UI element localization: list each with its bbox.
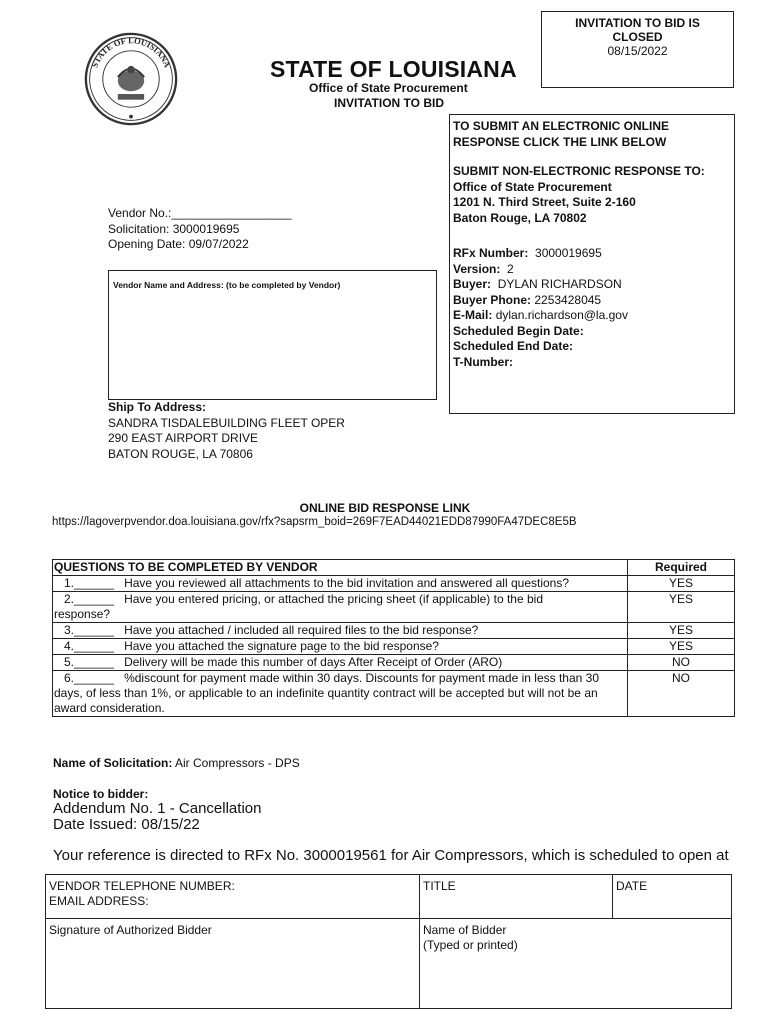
question-number[interactable]: 5.______ [64,655,115,669]
submission-info-box [449,114,735,414]
electronic-line1: TO SUBMIT AN ELECTRONIC ONLINE [453,119,669,133]
question-text: %discount for payment made within 30 days. Discounts for payment made in less than 30 [124,671,599,685]
ship-to-label: Ship To Address: [108,400,207,414]
svg-text:STATE OF LOUISIANA [89,35,172,69]
status-line2: CLOSED [612,30,663,44]
required-answer: YES [628,639,735,655]
solicitation-name-value: Air Compressors - DPS [175,756,300,770]
rfx-number-row [453,246,731,262]
bid-status-box [541,11,734,88]
t-number-label: T-Number: [453,354,513,369]
rfx-number-label: RFx Number: [453,246,529,260]
vendor-name-address-field[interactable] [108,270,437,400]
ship-line1: SANDRA TISDALEBUILDING FLEET OPER [108,415,345,430]
buyer-label: Buyer: [453,277,492,291]
solicitation-name-label: Name of Solicitation: [53,756,173,770]
status-date: 08/15/2022 [607,44,668,58]
buyer-row [453,277,731,293]
title-cell[interactable] [420,875,613,919]
bidder-name-sublabel: (Typed or printed) [423,938,518,952]
table-row [53,671,735,717]
buyer-phone-row [453,293,731,309]
signature-label: Signature of Authorized Bidder [49,923,212,937]
question-text: Have you attached / included all required files to the bid response? [124,623,479,637]
title-label: TITLE [423,879,456,893]
online-response-heading: ONLINE BID RESPONSE LINK [299,501,471,515]
solicitation-number: Solicitation: 3000019695 [108,221,240,236]
rfx-number: 3000019695 [535,246,602,260]
ship-line2: 290 EAST AIRPORT DRIVE [108,431,259,445]
question-number[interactable]: 4.______ [64,639,115,653]
vendor-number: Vendor No.:__________________ [108,206,292,220]
email-label: E-Mail: [453,308,493,322]
addendum-title: Addendum No. 1 - Cancellation [53,800,262,817]
questions-header: QUESTIONS TO BE COMPLETED BY VENDOR [53,560,628,576]
addendum-block [53,801,261,833]
solicitation-name [53,756,300,770]
begin-date-label: Scheduled Begin Date: [453,323,584,338]
required-header: Required [628,560,735,576]
required-answer: NO [628,671,735,717]
question-text: Delivery will be made this number of days After Receipt of Order (ARO) [124,655,503,669]
opening-date: Opening Date: 09/07/2022 [108,237,249,251]
bidder-name-label: Name of Bidder [423,923,507,937]
date-cell[interactable] [613,875,732,919]
question-text: Have you reviewed all attachments to the bid invitation and answered all questions? [124,576,570,590]
vendor-email-label: EMAIL ADDRESS: [49,894,149,908]
notice-label: Notice to bidder: [53,787,149,801]
non-electronic-heading: SUBMIT NON-ELECTRONIC RESPONSE TO: [453,164,705,178]
vendor-questions-table [52,559,735,717]
seal-text: STATE OF LOUISIANA [89,35,173,69]
table-row [53,592,735,623]
question-number[interactable]: 2.______ [64,592,115,606]
question-number[interactable]: 1.______ [64,576,115,590]
page-title: STATE OF LOUISIANA [270,56,517,82]
table-row [53,639,735,655]
question-text-cont: response? [54,607,111,621]
reference-text: Your reference is directed to RFx No. 3000019561 for Air Compressors, which is scheduled to open at [53,847,729,864]
document-subtitle: INVITATION TO BID [334,96,444,110]
version-label: Version: [453,261,501,276]
question-text: Have you entered pricing, or attached the pricing sheet (if applicable) to the bid [124,592,543,606]
question-text-cont: days, of less than 1%, or applicable to an indefinite quantity contract will be accepted but will not be an award consideration. [54,686,598,715]
version-row [453,262,731,278]
vendor-info [108,206,292,253]
date-label: DATE [616,879,648,893]
signature-table [45,874,732,1009]
address-line2: 1201 N. Third Street, Suite 2-160 [453,195,636,209]
vendor-name-box-label: Vendor Name and Address: (to be completed by Vendor) [113,280,341,290]
email-row [453,308,731,324]
signature-cell[interactable] [46,919,420,1009]
buyer-phone: 2253428045 [534,292,602,307]
ship-line3: BATON ROUGE, LA 70806 [108,446,253,461]
bidder-name-cell[interactable] [420,919,732,1009]
end-date-label: Scheduled End Date: [453,339,574,353]
required-answer: YES [628,592,735,623]
state-seal-logo [84,32,178,126]
table-row [53,655,735,671]
address-line3: Baton Rouge, LA 70802 [453,210,587,225]
required-answer: NO [628,655,735,671]
question-number[interactable]: 6.______ [64,671,115,685]
question-text: Have you attached the signature page to the bid response? [124,639,439,653]
office-name: Office of State Procurement [309,81,468,95]
question-number[interactable]: 3.______ [64,623,115,637]
required-answer: YES [628,576,735,592]
vendor-phone-label: VENDOR TELEPHONE NUMBER: [49,879,235,893]
ship-to-address [108,400,345,462]
status-line1: INVITATION TO BID IS [575,16,700,30]
electronic-line2: RESPONSE CLICK THE LINK BELOW [453,134,667,149]
address-line1: Office of State Procurement [453,179,612,194]
buyer-email: dylan.richardson@la.gov [495,308,628,322]
date-issued: Date Issued: 08/15/22 [53,816,200,833]
buyer-phone-label: Buyer Phone: [453,292,532,307]
table-row [53,576,735,592]
vendor-contact-cell[interactable] [46,875,420,919]
table-row [53,623,735,639]
required-answer: YES [628,623,735,639]
version-value: 2 [507,261,514,276]
online-response-link[interactable]: https://lagoverpvendor.doa.louisiana.gov/rfx?sapsrm_boid=269F7EAD44021EDD87990FA47DEC8E5B [52,516,577,528]
buyer-name: DYLAN RICHARDSON [497,277,622,291]
